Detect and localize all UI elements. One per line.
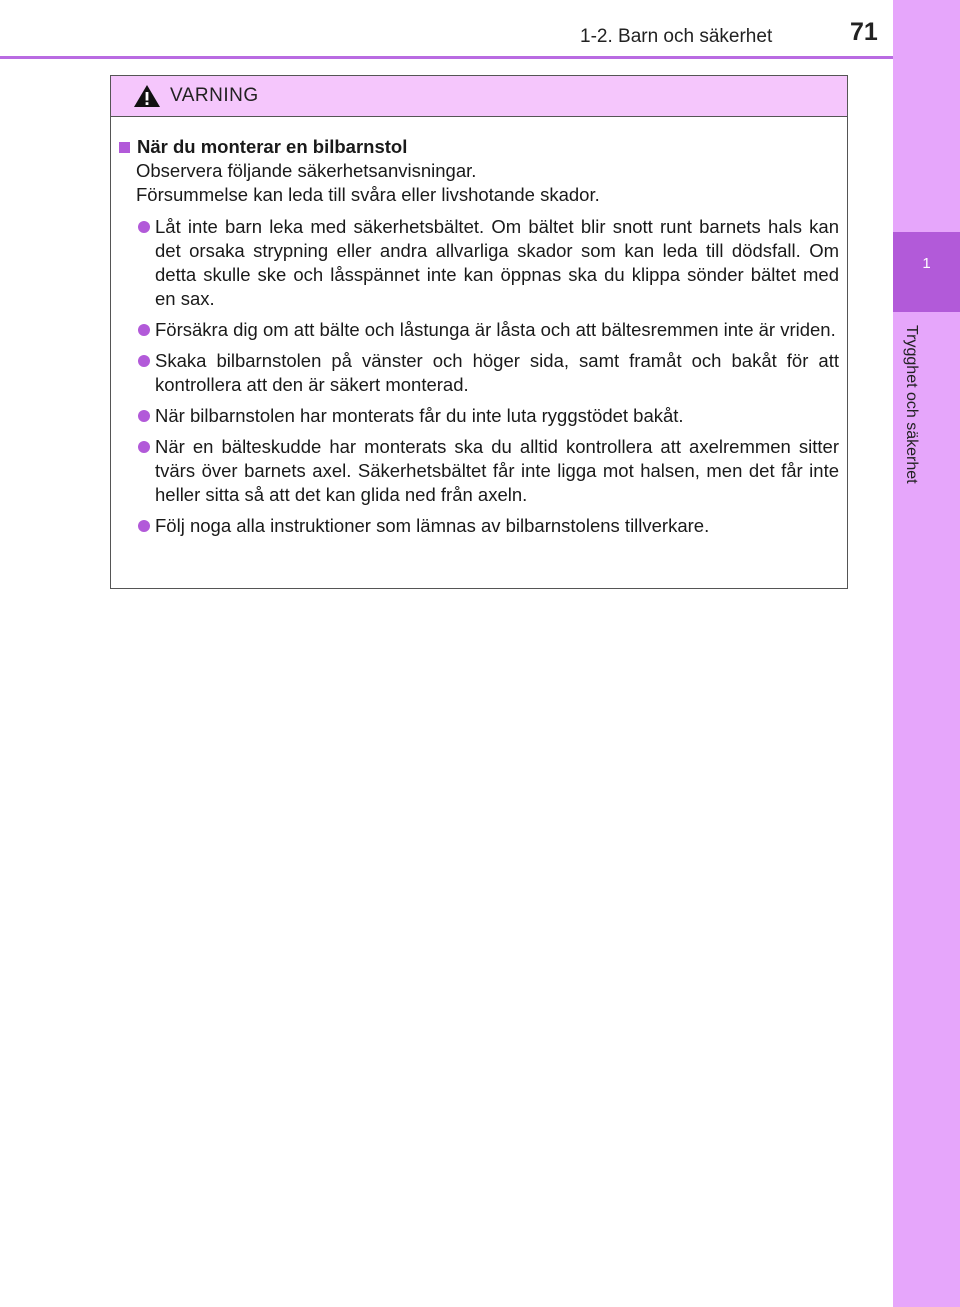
list-item bbox=[118, 318, 839, 342]
warning-list bbox=[118, 215, 839, 538]
page-number: 71 bbox=[850, 18, 878, 46]
warning-label: VARNING bbox=[170, 85, 259, 106]
list-item bbox=[118, 435, 839, 507]
intro-line: Försummelse kan leda till svåra eller livshotande skador. bbox=[136, 184, 600, 205]
list-item-text: Följ noga alla instruktioner som lämnas av bilbarnstolens tillverkare. bbox=[155, 515, 710, 536]
warning-box bbox=[110, 75, 848, 589]
list-item-text: Skaka bilbarnstolen på vänster och höger sida, samt framåt och bakåt för att kontrollera att den är säkert monterad. bbox=[155, 350, 839, 395]
chapter-number: 1 bbox=[922, 255, 931, 272]
bullet-dot-icon bbox=[138, 221, 150, 233]
bullet-dot-icon bbox=[138, 324, 150, 336]
warning-body bbox=[111, 117, 847, 538]
bullet-dot-icon bbox=[138, 355, 150, 367]
list-item bbox=[118, 349, 839, 397]
header-divider bbox=[0, 56, 893, 59]
chapter-name: Trygghet och säkerhet bbox=[903, 325, 920, 484]
section-heading-text: När du monterar en bilbarnstol bbox=[137, 136, 408, 157]
section-title: 1-2. Barn och säkerhet bbox=[580, 26, 773, 47]
chapter-tab-active[interactable] bbox=[893, 232, 960, 312]
square-bullet-icon bbox=[119, 142, 130, 153]
side-tab bbox=[893, 0, 960, 1307]
bullet-dot-icon bbox=[138, 441, 150, 453]
intro-line: Observera följande säkerhetsanvisningar. bbox=[136, 160, 477, 181]
list-item bbox=[118, 404, 839, 428]
section-heading bbox=[118, 135, 839, 159]
list-item bbox=[118, 514, 839, 538]
list-item-text: När bilbarnstolen har monterats får du inte luta ryggstödet bakåt. bbox=[155, 405, 684, 426]
bullet-dot-icon bbox=[138, 520, 150, 532]
warning-header bbox=[111, 76, 847, 117]
list-item-text: När en bälteskudde har monterats ska du alltid kontrollera att axelremmen sitter tvärs över barnets axel. Säkerhetsbältet får inte ligga mot halsen, men det får inte heller sitta så att det kan glida ned från axeln. bbox=[155, 436, 839, 505]
list-item bbox=[118, 215, 839, 311]
warning-triangle-icon bbox=[133, 84, 161, 108]
bullet-dot-icon bbox=[138, 410, 150, 422]
list-item-text: Försäkra dig om att bälte och låstunga är låsta och att bältesremmen inte är vriden. bbox=[155, 319, 836, 340]
list-item-text: Låt inte barn leka med säkerhetsbältet. Om bältet blir snott runt barnets hals kan det orsaka strypning eller andra allvarliga skador som kan leda till dödsfall. Om detta skulle ske och låsspännet inte kan öppnas ska du klippa sönder bältet med en sax. bbox=[155, 216, 839, 309]
